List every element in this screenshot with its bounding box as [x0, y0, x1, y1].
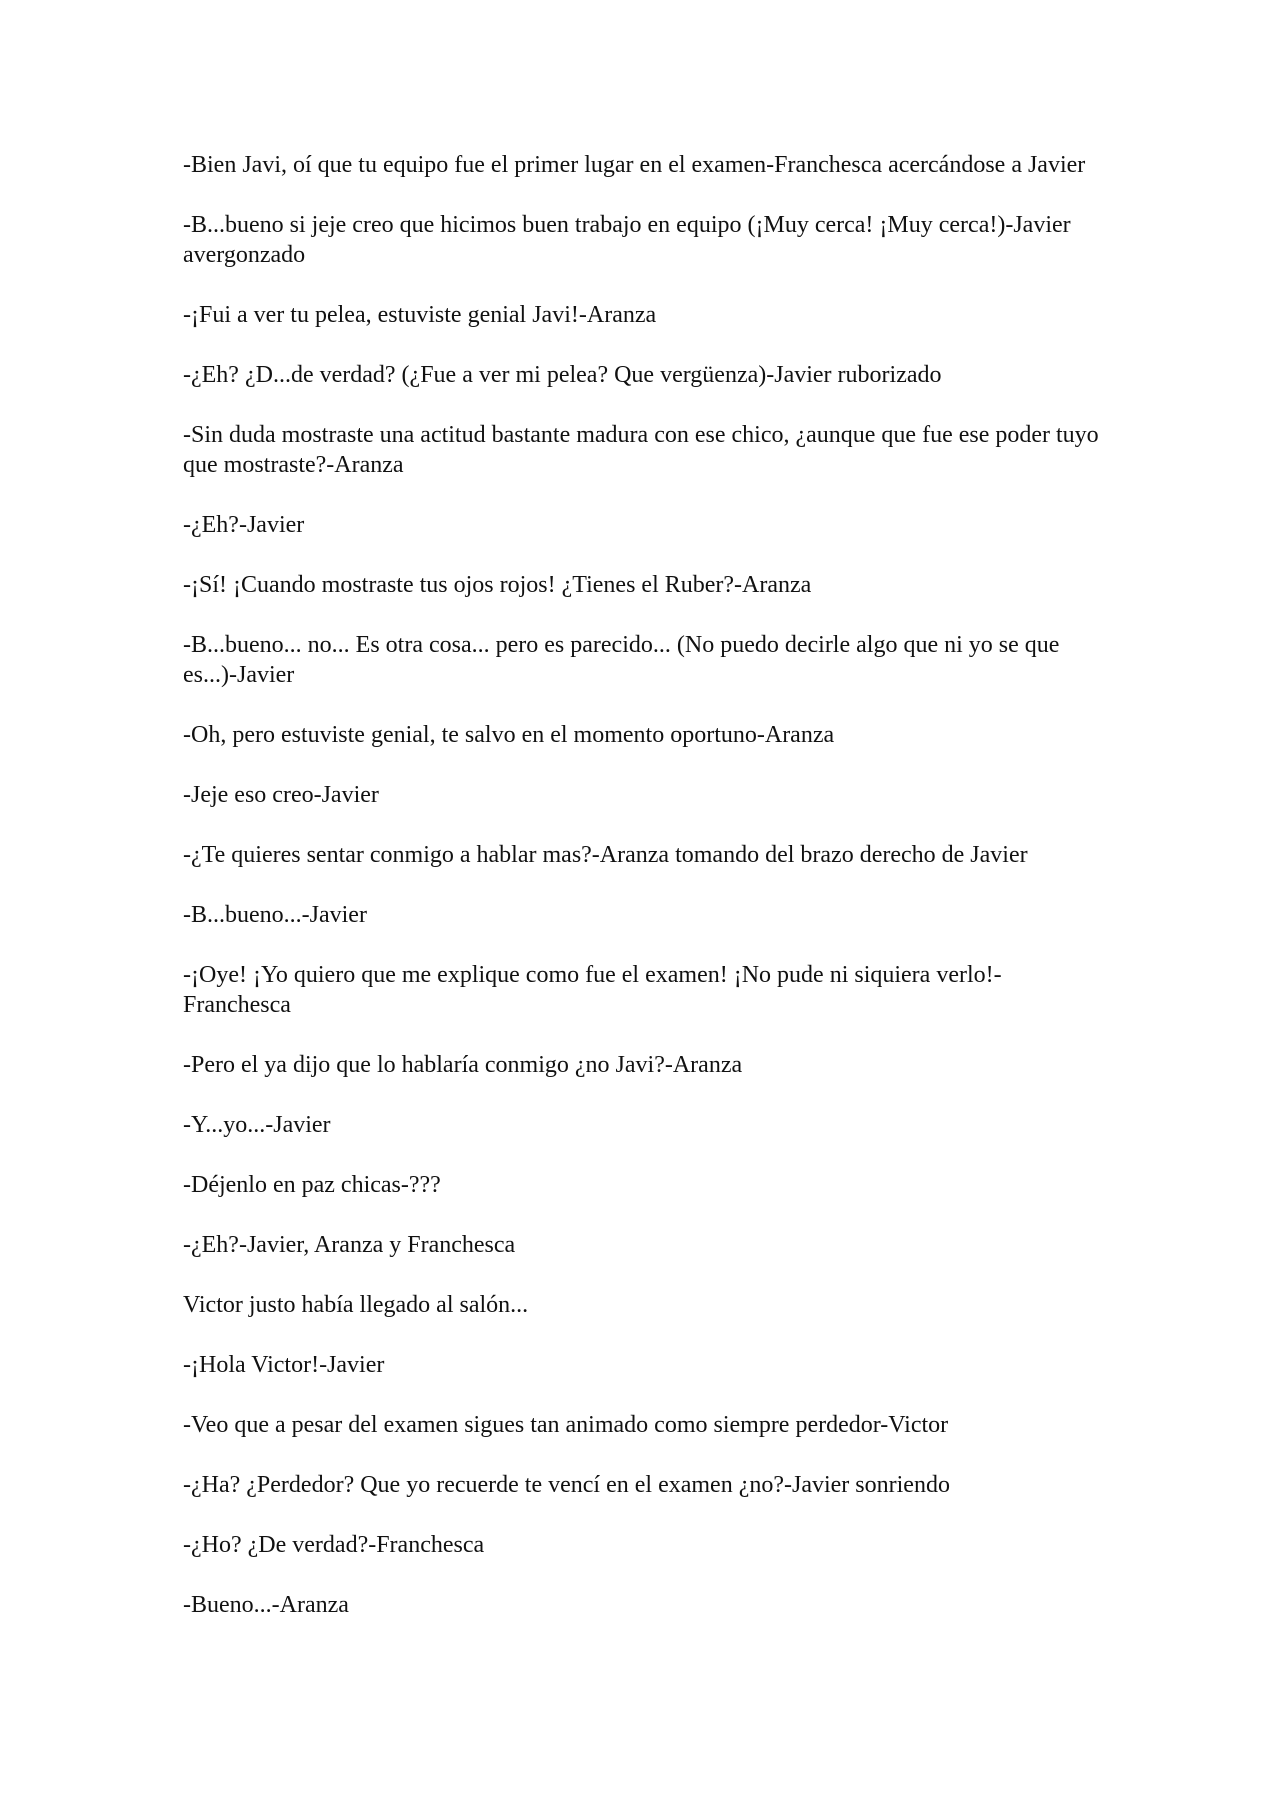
paragraph: -¡Sí! ¡Cuando mostraste tus ojos rojos! ¿Tienes el Ruber?-Aranza — [183, 572, 812, 598]
paragraph: Victor justo había llegado al salón... — [183, 1292, 529, 1318]
paragraph: -¡Fui a ver tu pelea, estuviste genial Javi!-Aranza — [183, 302, 657, 328]
paragraph: -B...bueno...-Javier — [183, 902, 367, 928]
paragraph: -Déjenlo en paz chicas-??? — [183, 1172, 441, 1198]
paragraph: -¿Te quieres sentar conmigo a hablar mas?-Aranza tomando del brazo derecho de Javier — [183, 842, 1028, 868]
paragraph: -B...bueno si jeje creo que hicimos buen trabajo en equipo (¡Muy cerca! ¡Muy cerca!)-Javier avergonzado — [183, 212, 1071, 268]
paragraph: -Jeje eso creo-Javier — [183, 782, 379, 808]
paragraph: -Pero el ya dijo que lo hablaría conmigo ¿no Javi?-Aranza — [183, 1052, 743, 1078]
paragraph: -¿Ha? ¿Perdedor? Que yo recuerde te vencí en el examen ¿no?-Javier sonriendo — [183, 1472, 950, 1498]
paragraph: -Sin duda mostraste una actitud bastante madura con ese chico, ¿aunque que fue ese poder tuyo que mostraste?-Aranza — [183, 422, 1099, 478]
paragraph: -¿Eh? ¿D...de verdad? (¿Fue a ver mi pelea? Que vergüenza)-Javier ruborizado — [183, 362, 942, 388]
paragraph: -¿Eh?-Javier, Aranza y Franchesca — [183, 1232, 516, 1258]
paragraph: -¡Oye! ¡Yo quiero que me explique como fue el examen! ¡No pude ni siquiera verlo!-Franchesca — [183, 962, 1002, 1018]
paragraph: -Veo que a pesar del examen sigues tan animado como siempre perdedor-Victor — [183, 1412, 949, 1438]
paragraph: -B...bueno... no... Es otra cosa... pero es parecido... (No puedo decirle algo que ni yo se que es...)-Javier — [183, 632, 1060, 688]
paragraph: -Bien Javi, oí que tu equipo fue el primer lugar en el examen-Franchesca acercándose a Javier — [183, 152, 1086, 178]
paragraph: -Y...yo...-Javier — [183, 1112, 331, 1138]
paragraph: -Oh, pero estuviste genial, te salvo en el momento oportuno-Aranza — [183, 722, 835, 748]
paragraph: -¿Ho? ¿De verdad?-Franchesca — [183, 1532, 485, 1558]
paragraph: -¡Hola Victor!-Javier — [183, 1352, 385, 1378]
paragraph: -¿Eh?-Javier — [183, 512, 305, 538]
document-body — [183, 150, 1103, 1650]
paragraph: -Bueno...-Aranza — [183, 1592, 349, 1618]
